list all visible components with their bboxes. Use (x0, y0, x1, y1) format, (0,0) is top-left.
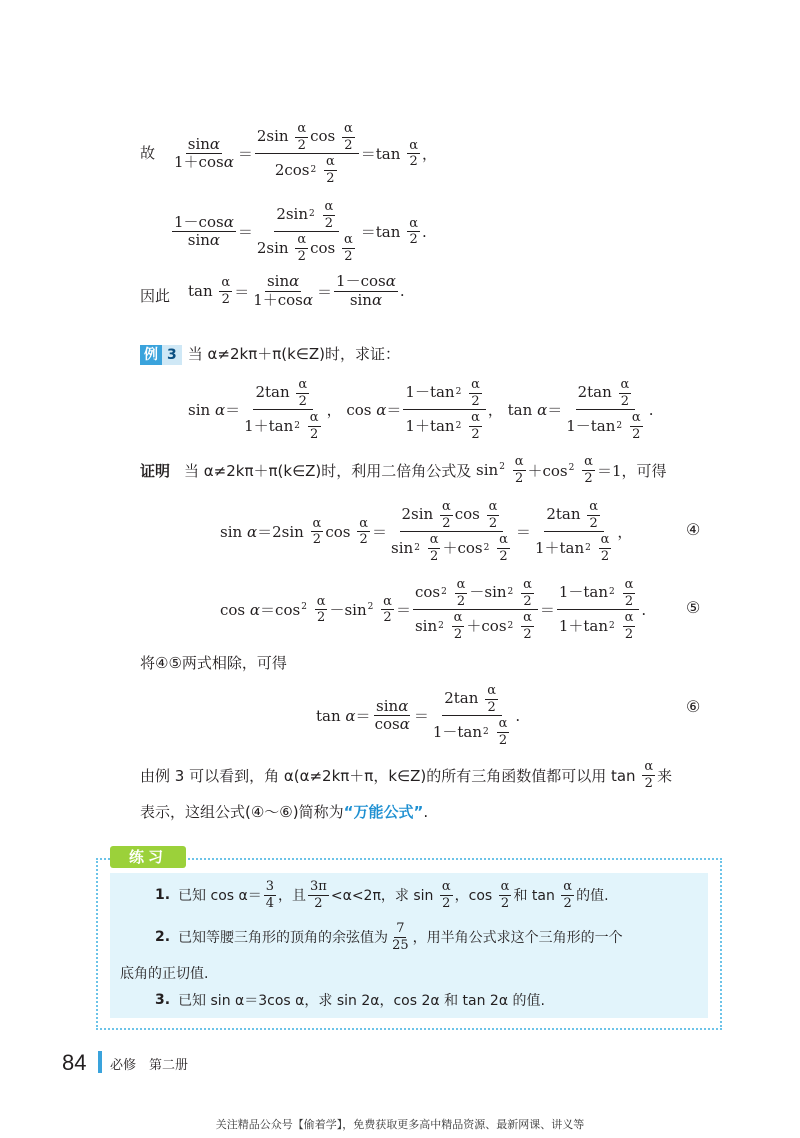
example-badge: 例 (140, 345, 162, 365)
divide-text: 将④⑤两式相除，可得 (140, 654, 287, 672)
q1-text-e: 和 tan (513, 888, 555, 905)
practice-q3 (155, 990, 545, 1010)
yinci-label: 因此 (140, 287, 171, 305)
example-3-formulas: sin α＝ 2tan $\frac{\alpha}{2}$ 1＋tan 2 $\frac{\alpha}{2}$ ， cos α＝ 1－tan 2 $\frac{\alpha}{2}$ 1＋tan 2 $\frac{\alpha}{2}$ ， tan α＝ 2tan $\frac{\alpha}{2}$ 1－tan 2 $\frac{\alpha}{2}$ . (188, 377, 654, 442)
summary-line-2 (140, 803, 428, 821)
page-number: 84 (62, 1050, 87, 1075)
equation-number-4: ④ (686, 520, 701, 539)
q2-text-a: 已知等腰三角形的顶角的余弦值为 (178, 930, 389, 947)
practice-tag: 练习 (110, 846, 186, 868)
q1-text-c: <α<2π，求 sin (330, 888, 434, 905)
summary-text-b: 来 (657, 766, 673, 785)
practice-q2-line2: 底角的正切值. (120, 966, 209, 982)
example-number: 3 (162, 345, 182, 365)
q2-text-b: ，用半角公式求这个三角形的一个 (412, 930, 623, 947)
formula-gu-line1: sin α 1＋cos α ＝ 2sin $\frac{\alpha}{2}$ cos $\frac{\alpha}{2}$ 2cos 2 $\frac{\alpha}{2}$ ＝tan $\frac{\alpha}{2}$ ， (174, 121, 437, 186)
formula-5: $\cos \alpha=\cos^2$ $\frac{\alpha}{2}$ $-\sin^2$ $\frac{\alpha}{2}$ ＝ cos 2 $\frac{\alpha}{2}$ －sin 2 $\frac{\alpha}{2}$ sin 2 $\frac{\alpha}{2}$ ＋cos 2 $\frac{\alpha}{2}$ ＝ 1－tan 2 $\frac{\alpha}{2}$ 1＋tan 2 $\frac{\alpha}{2}$ . (220, 577, 647, 642)
formula-gu-line2: 1－cos α sin α ＝ 2sin 2 $\frac{\alpha}{2}$ 2sin $\frac{\alpha}{2}$ cos $\frac{\alpha}{2}$ ＝tan $\frac{\alpha}{2}$ . (174, 199, 427, 264)
bottom-watermark-note: 关注精品公众号【偷着学】，免费获取更多高中精品资源、最新网课、讲义等 (215, 1118, 585, 1131)
formula-6: tan α＝ sin α cos α ＝ 2tan $\frac{\alpha}{2}$ 1－tan 2 $\frac{\alpha}{2}$ . (316, 683, 521, 748)
q1-number: 1. (155, 887, 171, 904)
q1-text-a: 已知 cos α＝ (178, 888, 262, 905)
summary-text-a: 由例 3 可以看到，角 α(α≠2kπ＋π，k∈Z)的所有三角函数值都可以用 tan (140, 766, 636, 785)
formula-yinci: tan $\frac{\alpha}{2}$ ＝ sin α 1＋cos α ＝ 1－cos α sin α . (188, 272, 405, 309)
formula-4: sin α＝2sin $\frac{\alpha}{2}$ cos $\frac{\alpha}{2}$ ＝ 2sin $\frac{\alpha}{2}$ cos $\frac{\alpha}{2}$ sin 2 $\frac{\alpha}{2}$ ＋cos 2 $\frac{\alpha}{2}$ ＝ 2tan $\frac{\alpha}{2}$ 1＋tan 2 $\frac{\alpha}{2}$ ， (220, 499, 633, 564)
proof-label: 证明 (140, 461, 171, 480)
equation-number-6: ⑥ (686, 697, 701, 716)
summary-text-c: 表示，这组公式(④～⑥)简称为 (140, 803, 344, 821)
q1-text-b: ，且 (278, 888, 307, 905)
equation-number-5: ⑤ (686, 598, 701, 617)
practice-q2: 2. 已知等腰三角形的顶角的余弦值为 $\frac{7}{25}$ ，用半角公式求这个三角形的一个 (155, 921, 623, 953)
proof-text-a: 当 α≠2kπ＋π(k∈Z)时，利用二倍角公式及 (184, 461, 472, 480)
proof-intro: 证明 当 α≠2kπ＋π(k∈Z)时，利用二倍角公式及 $\sin^2$ $\frac{\alpha}{2}$ $+\cos^2$ $\frac{\alpha}{2}$ ＝1 ，可得 (140, 454, 667, 486)
practice-q1: 1. 已知 cos α＝ $\frac{3}{4}$ ，且 $\frac{3\pi}{2}$ <α<2π，求 sin $\frac{\alpha}{2}$ ，cos $\frac{\alpha}{2}$ 和 tan $\frac{\alpha}{2}$ 的值. (155, 879, 609, 911)
gu-label: 故 (140, 144, 156, 162)
q3-number: 3. (155, 992, 171, 1008)
book-title: 必修 第二册 (110, 1058, 189, 1073)
q1-text-f: 的值. (576, 888, 609, 905)
q1-text-d: ，cos (454, 888, 493, 905)
summary-text-d: . (423, 803, 429, 821)
q3-text: 已知 sin α＝3cos α，求 sin 2α，cos 2α 和 tan 2α 的值. (178, 993, 545, 1009)
footer-accent-bar (98, 1051, 102, 1073)
wanneng-highlight: “万能公式” (343, 803, 424, 821)
proof-text-b: ，可得 (621, 461, 667, 480)
example-3-header (140, 344, 400, 365)
q2-number: 2. (155, 929, 171, 946)
example-text: 当 α≠2kπ＋π(k∈Z)时，求证： (187, 345, 400, 363)
summary-line-1: 由例 3 可以看到，角 α(α≠2kπ＋π，k∈Z)的所有三角函数值都可以用 tan $\frac{\alpha}{2}$ 来 (140, 759, 673, 791)
